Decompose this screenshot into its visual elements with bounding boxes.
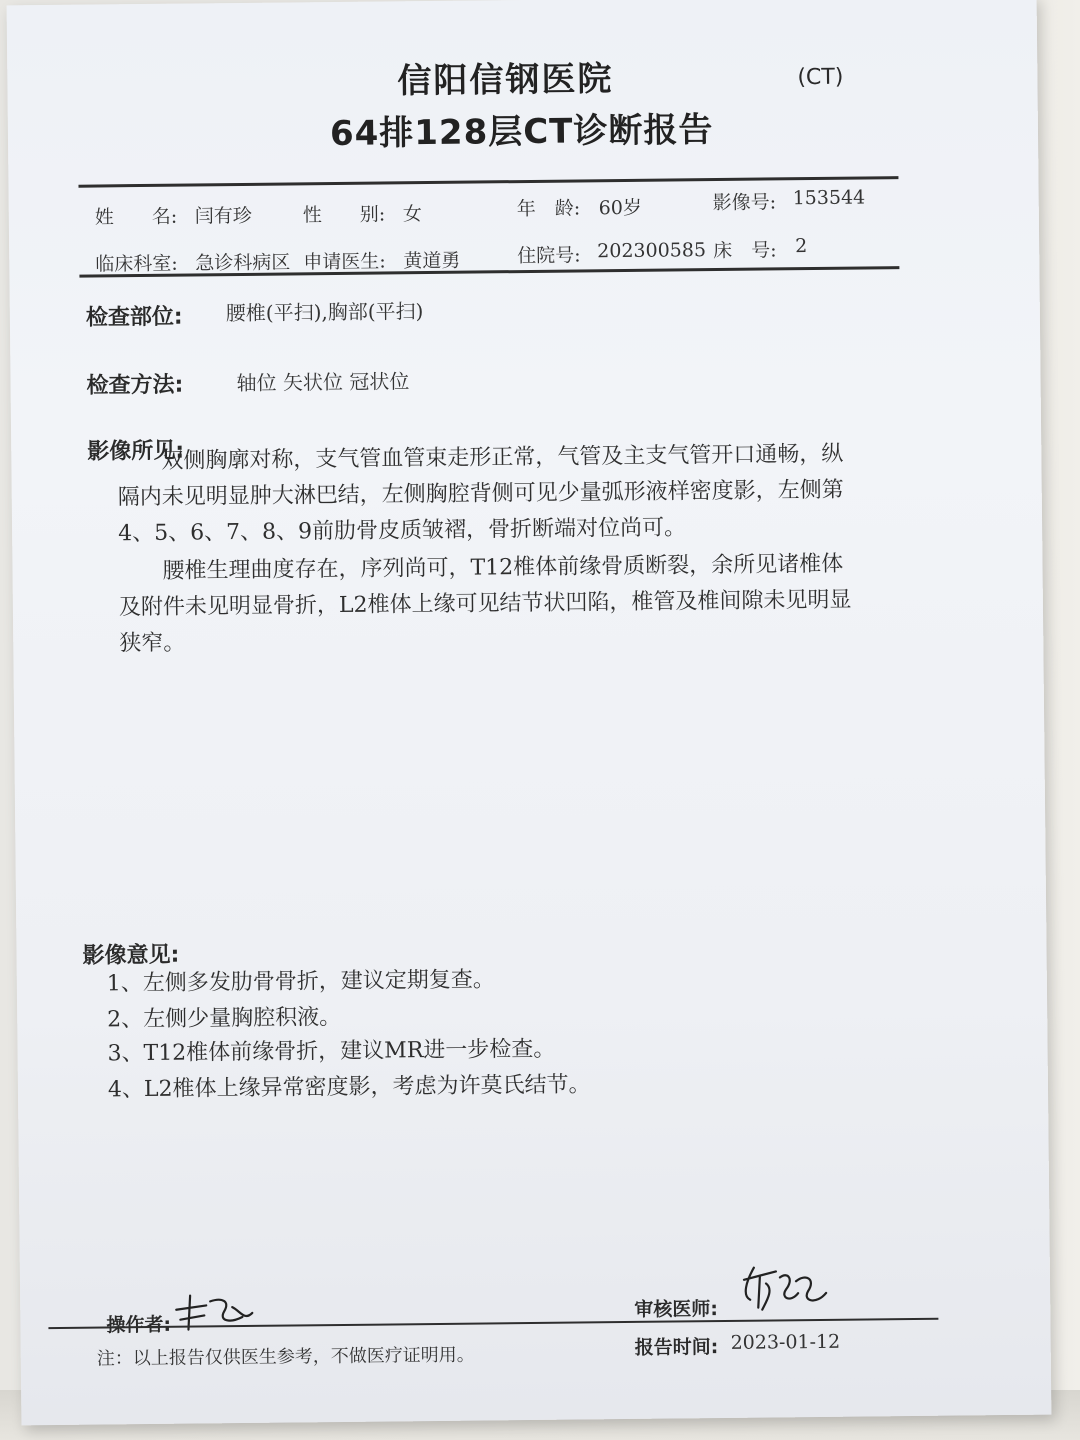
opinion-item-4: 4、L2椎体上缘异常密度影，考虑为许莫氏结节。 bbox=[107, 1072, 591, 1103]
patient-name: 闫有珍 bbox=[194, 204, 252, 228]
findings-line: 狭窄。 bbox=[119, 630, 186, 657]
findings-paragraph-2 bbox=[118, 546, 929, 662]
exam-site-label: 检查部位: bbox=[85, 304, 183, 331]
opinion-item-3: 3、T12椎体前缘骨折，建议MR进一步检查。 bbox=[107, 1036, 556, 1067]
reviewer-signature bbox=[736, 1259, 837, 1318]
hospital-name: 信阳信钢医院 bbox=[397, 59, 614, 102]
exam-site: 腰椎(平扫),胸部(平扫) bbox=[225, 299, 424, 326]
exam-method: 轴位 矢状位 冠状位 bbox=[236, 369, 410, 396]
opinion-item-1: 1、左侧多发肋骨骨折，建议定期复查。 bbox=[106, 967, 495, 997]
findings-label: 影像所见: bbox=[87, 438, 185, 465]
findings-paragraph-1 bbox=[117, 436, 928, 552]
inpatient-no: 202300585 bbox=[597, 239, 707, 263]
age-label: 年 龄: bbox=[516, 197, 581, 221]
sex-label: 性 别: bbox=[302, 203, 386, 227]
operator-signature bbox=[170, 1287, 261, 1338]
report-sheet bbox=[7, 0, 1052, 1425]
findings-line: 隔内未见明显肿大淋巴结，左侧胸腔背侧可见少量弧形液样密度影，左侧第 bbox=[117, 477, 844, 511]
patient-age: 60岁 bbox=[598, 196, 643, 220]
operator-label: 操作者: bbox=[106, 1313, 172, 1337]
report-title: 64排128层CT诊断报告 bbox=[329, 110, 714, 155]
opinion-item-2: 2、左侧少量胸腔积液。 bbox=[107, 1004, 342, 1033]
image-no-label: 影像号: bbox=[712, 191, 777, 215]
dept-label: 临床科室: bbox=[95, 252, 178, 276]
doctor-label: 申请医生: bbox=[303, 250, 386, 274]
patient-sex: 女 bbox=[402, 203, 422, 226]
inpatient-label: 住院号: bbox=[517, 244, 581, 268]
disclaimer-note: 注：以上报告仅供医生参考，不做医疗证明用。 bbox=[96, 1344, 475, 1370]
findings-line: 及附件未见明显骨折，L2椎体上缘可见结节状凹陷，椎管及椎间隙未见明显 bbox=[118, 587, 852, 621]
bed-label: 床 号: bbox=[713, 239, 777, 263]
findings-line: 双侧胸廓对称，支气管血管束走形正常，气管及主支气管开口通畅，纵 bbox=[161, 441, 844, 474]
clinical-dept: 急诊科病区 bbox=[195, 251, 291, 275]
reviewer-label: 审核医师: bbox=[634, 1298, 719, 1321]
opinion-label: 影像意见: bbox=[82, 942, 180, 969]
name-label: 姓 名: bbox=[94, 205, 178, 229]
findings-line: 腰椎生理曲度存在，序列尚可，T12椎体前缘骨质断裂，余所见诸椎体 bbox=[162, 551, 844, 584]
bed-no: 2 bbox=[795, 235, 808, 258]
report-time: 2023-01-12 bbox=[730, 1330, 841, 1354]
header-top-rule bbox=[78, 176, 898, 188]
report-time-label: 报告时间: bbox=[634, 1336, 719, 1359]
requesting-doctor: 黄道勇 bbox=[403, 249, 461, 273]
modality-mark: (CT) bbox=[797, 64, 844, 91]
findings-line: 4、5、6、7、8、9前肋骨皮质皱褶，骨折断端对位尚可。 bbox=[118, 515, 687, 547]
image-no: 153544 bbox=[792, 186, 866, 210]
exam-method-label: 检查方法: bbox=[86, 372, 184, 399]
